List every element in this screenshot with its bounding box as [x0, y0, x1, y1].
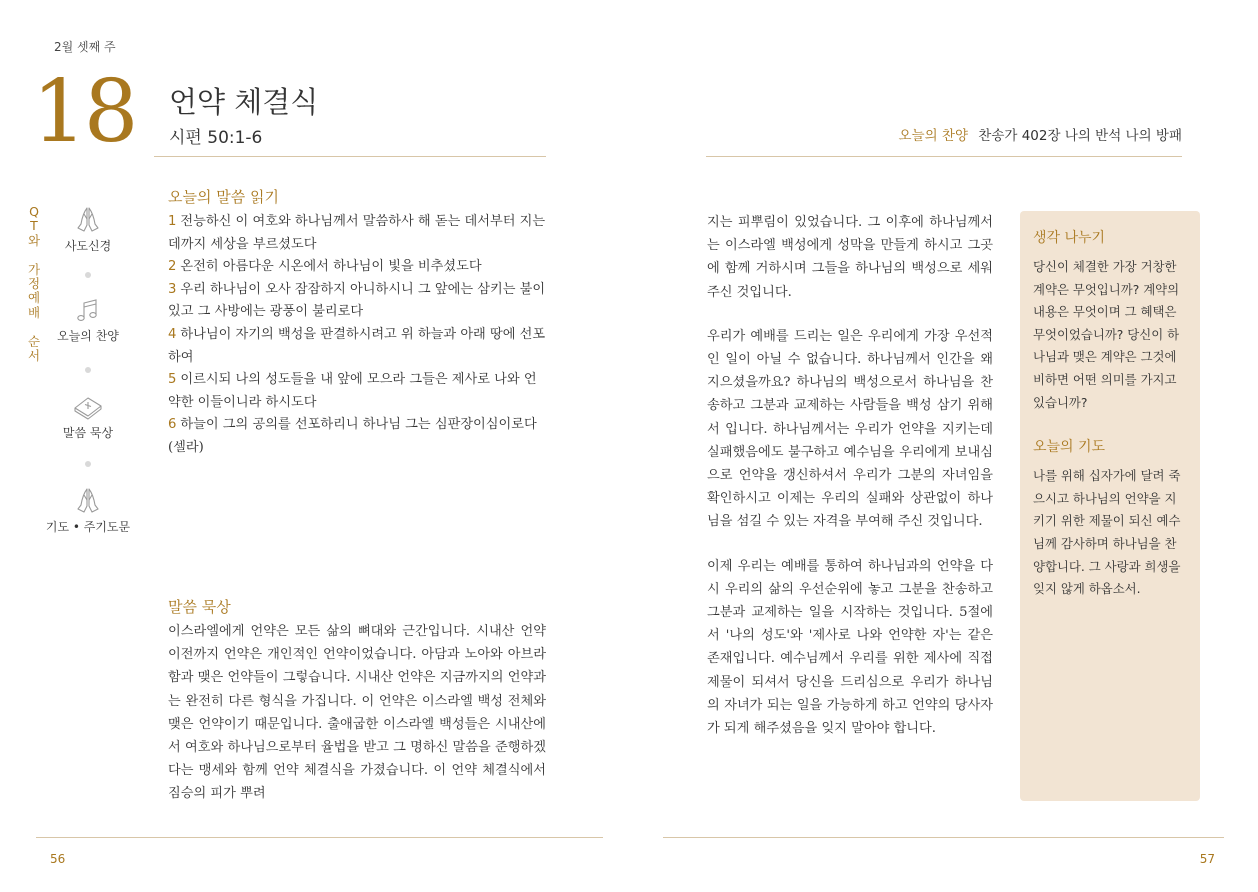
hymn-text: 찬송가 402장 나의 반석 나의 방패	[978, 128, 1182, 144]
header-rule-right	[706, 156, 1182, 157]
meditation-paragraph: 지는 피뿌림이 있었습니다. 그 이후에 하나님께서는 이스라엘 백성에게 성막을 만들게 하시고 그곳에 함께 거하시며 그들을 하나님의 백성으로 세워주신 것입니다.	[707, 215, 993, 300]
verse	[168, 211, 546, 256]
meditation-text-left: 이스라엘에게 언약은 모든 삶의 뼈대와 근간입니다. 시내산 언약 이전까지 언약은 개인적인 언약이었습니다. 아담과 노아와 아브라함과 맺은 언약들이 그렇습니다. 시내산 언약은 지금까지의 언약과는 완전히 다른 형식을 가집니다. 이 언약은 이스라엘 백성 전체와 맺은 언약이기 때문입니다. 출애굽한 이스라엘 백성들은 시내산에서 여호와 하나님으로부터 율법을 받고 그 명하신 말씀을 준행하겠다는 맹세와 함께 언약 체결식을 가졌습니다. 이 언약 체결식에서 짐승의 피가 뿌려	[168, 624, 546, 802]
verse-text: 하늘이 그의 공의를 선포하리니 하나님 그는 심판장이심이로다 (셀라)	[168, 417, 537, 455]
verse-number: 1	[168, 214, 177, 229]
meditation-paragraph: 이제 우리는 예배를 통하여 하나님과의 언약을 다시 우리의 삶의 우선순위에 놓고 그분을 찬송하고 그분과 교제하는 일을 시작하는 것입니다. 5절에서 '나의 성도'와 '제사로 나와 언약한 자'는 같은 존재입니다. 예수님께서 우리를 위한 제사에 직접 제물이 되셔서 당신을 드리심으로 우리가 하나님의 자녀가 되는 일을 가능하게 하고 언약의 당사자가 되게 해주셨음을 잊지 말아야 합니다.	[707, 558, 993, 737]
verse	[168, 369, 546, 414]
think-text: 당신이 체결한 가장 거창한 계약은 무엇입니까? 계약의 내용은 무엇이며 그 혜택은 무엇이었습니까? 당신이 하나님과 맺은 계약은 그것에 비하면 어떤 의미를 가지고 있습니까?	[1033, 259, 1180, 410]
day-number: 18	[32, 62, 136, 162]
verse-number: 3	[168, 281, 177, 297]
reading-heading: 오늘의 말씀 읽기	[168, 188, 279, 206]
praying-hands-icon	[72, 486, 104, 516]
verse-text: 우리 하나님이 오사 잠잠하지 아니하시니 그 앞에는 삼키는 불이 있고 그 사방에는 광풍이 불리로다	[168, 281, 546, 320]
verse	[168, 279, 546, 324]
worship-order-vertical-label: Q T 와 가 정 예 배 순 서	[27, 204, 41, 364]
praying-hands-icon	[72, 205, 104, 235]
step-apostles-creed	[38, 205, 138, 254]
meditation-text-right	[707, 211, 993, 740]
music-note-icon	[73, 297, 103, 325]
verse-number: 4	[168, 326, 177, 342]
think-heading: 생각 나누기	[1033, 230, 1106, 246]
verse	[168, 256, 546, 279]
step-todays-hymn	[38, 297, 138, 344]
header-rule-left	[154, 156, 546, 157]
verse	[168, 414, 546, 459]
footer-rule-right	[663, 837, 1224, 838]
week-label: 2월 셋째 주	[54, 40, 116, 54]
verse-text: 온전히 아름다운 시온에서 하나님이 빛을 비추셨도다	[180, 259, 482, 275]
step-label: 말씀 묵상	[62, 426, 114, 440]
verse-text: 하나님이 자기의 백성을 판결하시려고 위 하늘과 아래 땅에 선포하여	[168, 326, 546, 365]
verse	[168, 324, 546, 369]
scripture-reference: 시편 50:1-6	[169, 128, 263, 148]
prayer-text: 나를 위해 십자가에 달려 죽으시고 하나님의 언약을 지키기 위한 제물이 되신 예수님께 감사하며 하나님을 찬양합니다. 그 사랑과 희생을 잊지 않게 하옵소서.	[1033, 468, 1181, 597]
step-meditation	[38, 392, 138, 441]
page-number-right: 57	[1199, 852, 1215, 866]
verse-number: 2	[168, 259, 177, 275]
todays-hymn	[898, 124, 1182, 144]
prayer-heading: 오늘의 기도	[1033, 439, 1106, 456]
reading-verses	[168, 211, 546, 460]
verse-text: 전능하신 이 여호와 하나님께서 말씀하사 해 돋는 데서부터 지는 데까지 세상을 부르셨도다	[168, 214, 546, 252]
page-title: 언약 체결식	[169, 85, 319, 119]
verse-text: 이르시되 나의 성도들을 내 앞에 모으라 그들은 제사로 나와 언약한 이들이니라 하시도다	[168, 372, 537, 410]
step-prayer	[38, 486, 138, 535]
page-number-left: 56	[50, 852, 66, 866]
footer-rule-left	[36, 837, 603, 838]
step-label: 오늘의 찬양	[57, 329, 119, 343]
verse-number: 6	[168, 417, 177, 433]
step-label: 기도 • 주기도문	[45, 520, 131, 534]
verse-number: 5	[168, 372, 177, 388]
hymn-label: 오늘의 찬양	[898, 128, 968, 144]
step-label: 사도신경	[64, 239, 112, 253]
meditation-heading: 말씀 묵상	[168, 598, 231, 616]
step-separator	[85, 367, 91, 373]
bible-icon	[71, 392, 105, 422]
meditation-paragraph: 우리가 예배를 드리는 일은 우리에게 가장 우선적인 일이 아닐 수 없습니다. 하나님께서 인간을 왜 지으셨을까요? 하나님의 백성으로서 하나님을 찬송하고 그분과 교제하는 사람들을 백성 삼기 위해서 입니다. 하나님께서는 우리가 언약을 지키는데 실패했음에도 불구하고 예수님을 우리에게 보내심으로 언약을 갱신하셔서 우리가 그분의 자녀임을 확인하시고 이제는 우리의 실패와 상관없이 하나님을 섬길 수 있는 자격을 부여해 주신 것입니다.	[707, 328, 993, 530]
reflection-box	[1020, 211, 1200, 801]
step-separator	[85, 272, 91, 278]
step-separator	[85, 461, 91, 467]
